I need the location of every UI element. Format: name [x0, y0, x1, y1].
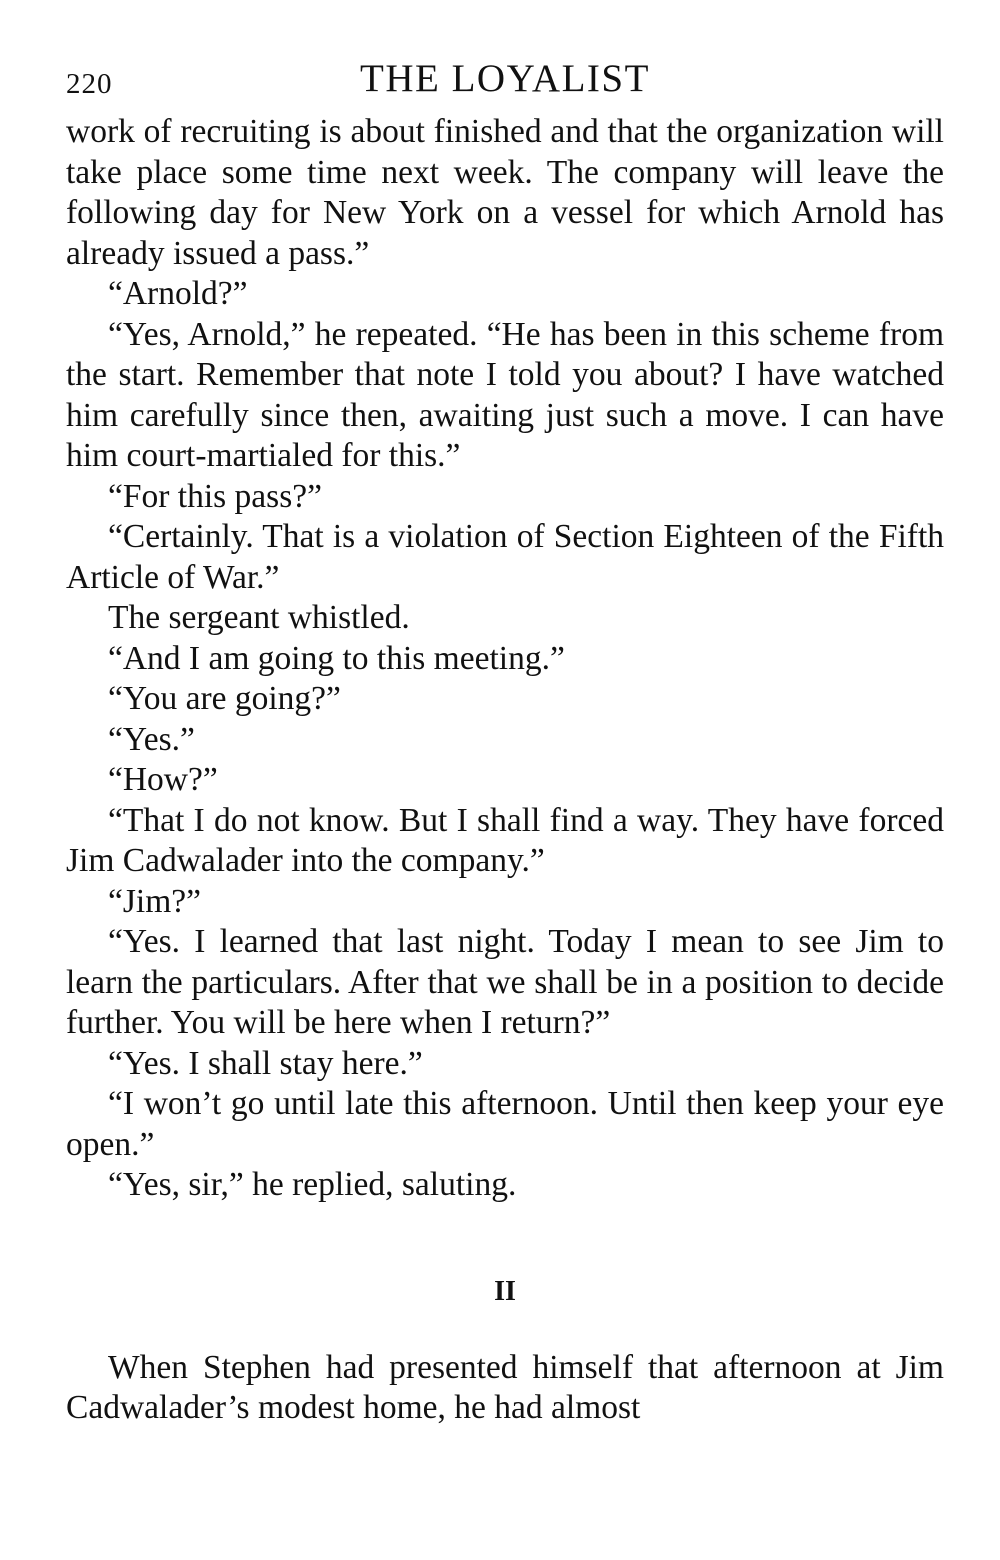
narration-line: The sergeant whistled.: [108, 599, 410, 636]
book-page: [66, 56, 944, 1429]
dialogue-paragraph: “Yes, Arnold,” he repeated. “He has been in this scheme from the start. Remember that note I told you about? I have watched him carefully since then, awaiting just such a move. I can have him court-martialed for this.”: [66, 315, 944, 474]
dialogue-paragraph: “Yes. I learned that last night. Today I mean to see Jim to learn the particulars. After that we shall be in a position to decide further. You will be here when I return?”: [66, 923, 944, 1041]
dialogue-paragraph: “I won’t go until late this afternoon. Until then keep your eye open.”: [66, 1085, 944, 1163]
dialogue-line: “And I am going to this meeting.”: [108, 639, 565, 677]
body-text: [66, 112, 944, 1429]
dialogue-line: “How?”: [108, 761, 218, 798]
section-paragraph: When Stephen had presented himself that afternoon at Jim Cadwalader’s modest home, he had almost: [66, 1348, 944, 1426]
dialogue-line: “Jim?”: [108, 882, 202, 920]
dialogue-line: “You are going?”: [108, 680, 341, 717]
paragraph-continued: work of recruiting is about finished and that the organization will take place some time next week. The company will leave the following day for New York on a vessel for which Arnold has already issued a pass.”: [66, 113, 944, 272]
page-number: 220: [66, 68, 113, 100]
section-number: II: [494, 1275, 516, 1307]
dialogue-line: “Yes, sir,” he replied, saluting.: [108, 1166, 517, 1203]
page-header: [66, 56, 944, 112]
dialogue-paragraph: “That I do not know. But I shall find a way. They have forced Jim Cadwalader into the company.”: [66, 801, 944, 879]
dialogue-line: “For this pass?”: [108, 477, 322, 515]
running-title: THE LOYALIST: [360, 57, 650, 100]
dialogue-line: “Yes. I shall stay here.”: [108, 1044, 423, 1082]
dialogue-line: “Arnold?”: [108, 275, 248, 312]
dialogue-line: “Yes.”: [108, 720, 195, 758]
dialogue-paragraph: “Certainly. That is a violation of Section Eighteen of the Fifth Article of War.”: [66, 518, 944, 596]
